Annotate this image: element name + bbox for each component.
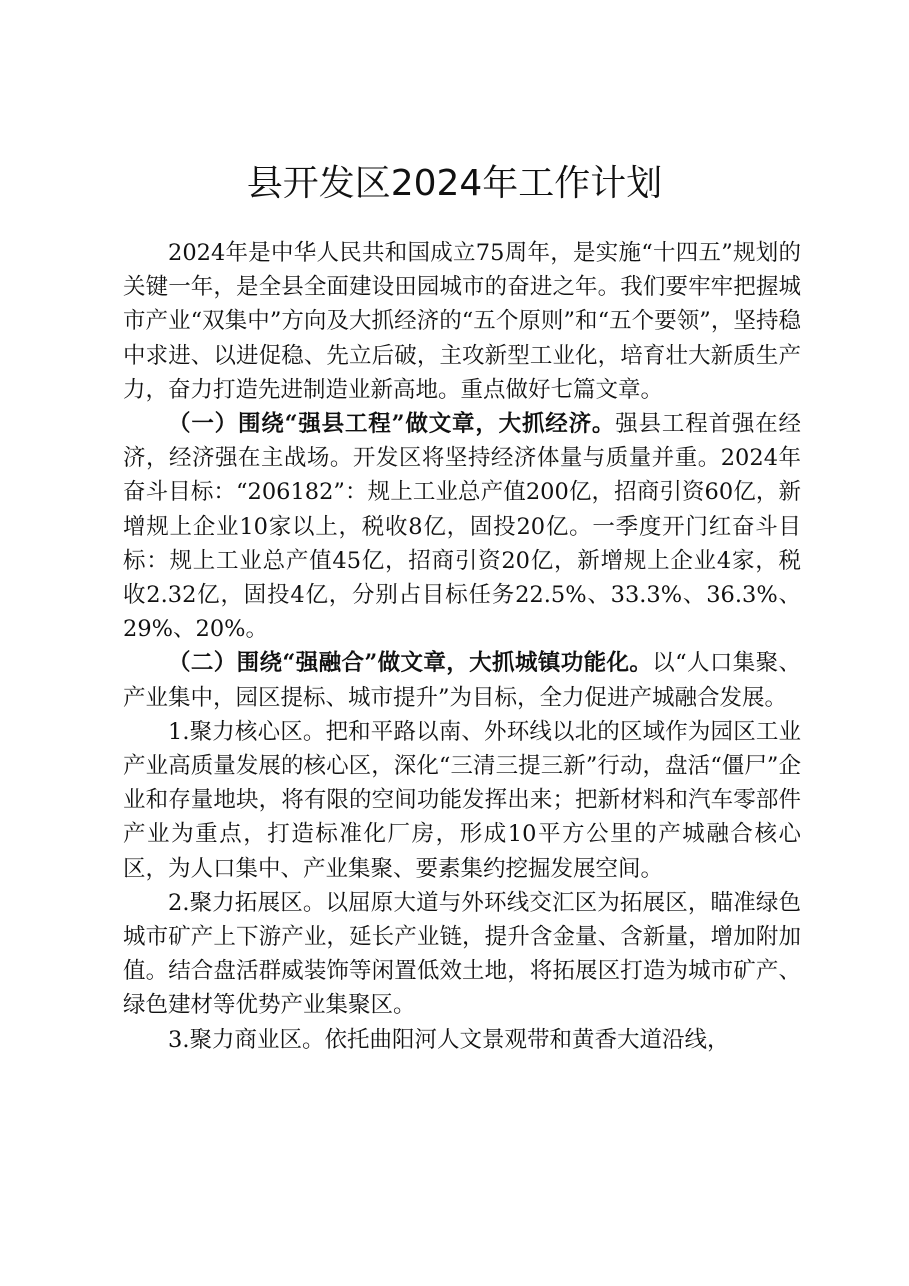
paragraph-item-1 — [123, 715, 801, 886]
document-body — [123, 236, 801, 1057]
paragraph-text: 2024年是中华人民共和国成立75周年，是实施“十四五”规划的关键一年，是全县全面建设田园城市的奋进之年。我们要牢牢把握城市产业“双集中”方向及大抓经济的“五个原则”和“五个要领”，坚持稳中求进、以进促稳、先立后破，主攻新型工业化，培育壮大新质生产力，奋力打造先进制造业新高地。重点做好七篇文章。 — [123, 240, 801, 403]
paragraph-text: 3.聚力商业区。依托曲阳河人文景观带和黄香大道沿线， — [168, 1026, 730, 1053]
paragraph-item-3 — [123, 1023, 801, 1057]
paragraph-section-1 — [123, 407, 801, 646]
paragraph-text: 强县工程首强在经济，经济强在主战场。开发区将坚持经济体量与质量并重。2024年奋斗目标：“206182”：规上工业总产值200亿，招商引资60亿，新增规上企业10家以上，税收8亿，固投20亿。一季度开门红奋斗目标：规上工业总产值45亿，招商引资20亿，新增规上企业4家，税收2.32亿，固投4亿，分别占目标任务22.5%、33.3%、36.3%、29%、20%。 — [123, 411, 801, 643]
paragraph-text: 以“人口集聚、产业集中，园区提标、城市提升”为目标，全力促进产城融合发展。 — [123, 650, 801, 711]
paragraph-text: 2.聚力拓展区。以屈原大道与外环线交汇区为拓展区，瞄准绿色城市矿产上下游产业，延长产业链，提升含金量、含新量，增加附加值。结合盘活群威装饰等闲置低效土地，将拓展区打造为城市矿产、绿色建材等优势产业集聚区。 — [123, 889, 801, 1019]
paragraph-lead: （一）围绕“强县工程”做文章，大抓经济。 — [168, 411, 616, 438]
paragraph-text: 1.聚力核心区。把和平路以南、外环线以北的区域作为园区工业产业高质量发展的核心区，深化“三清三提三新”行动，盘活“僵尸”企业和存量地块，将有限的空间功能发挥出来；把新材料和汽车零部件产业为重点，打造标准化厂房，形成10平方公里的产城融合核心区，为人口集中、产业集聚、要素集约挖掘发展空间。 — [123, 718, 801, 882]
paragraph-item-2 — [123, 886, 801, 1023]
paragraph-intro — [123, 236, 801, 407]
paragraph-lead: （二）围绕“强融合”做文章，大抓城镇功能化。 — [168, 650, 653, 677]
document-title: 县开发区2024年工作计划 — [246, 163, 663, 204]
paragraph-section-2 — [123, 646, 801, 714]
